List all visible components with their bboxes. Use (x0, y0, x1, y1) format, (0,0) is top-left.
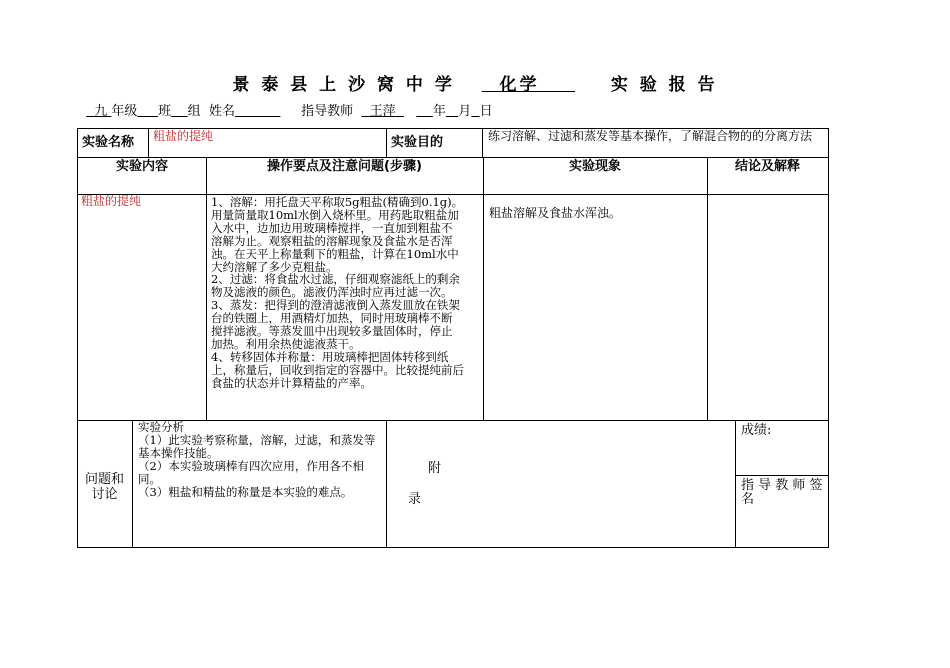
month-label: 月 (458, 104, 472, 119)
analysis-line: （2）本实验玻璃棒有四次应用，作用各不相 (138, 458, 364, 473)
column-header-steps: 操作要点及注意问题(步骤) (267, 159, 422, 174)
class-blank (137, 104, 158, 119)
signature-label-line: 名 (741, 492, 755, 507)
subject-value: 化学 (499, 75, 540, 95)
step-line: 入水中，边加边用玻璃棒搅拌，一直加到粗盐不 (211, 220, 453, 235)
score-label: 成绩: (741, 423, 772, 438)
step-line: 加热。利用余热使滤液蒸干。 (211, 336, 361, 351)
step-line: 2、过滤：将食盐水过滤，仔细观察滤纸上的剩余 (211, 272, 460, 287)
step-line: 物及滤液的颜色。滤液仍浑浊时应再过滤一次。 (211, 285, 453, 300)
analysis-line: 实验分析 (138, 420, 184, 434)
experiment-purpose-label: 实验目的 (391, 135, 444, 150)
name-label: 姓名 (208, 104, 235, 119)
step-line: 浊。在天平上称量剩下的粗盐，计算在10ml水中 (211, 246, 459, 261)
step-line: 大约溶解了多少克粗盐。 (211, 259, 338, 274)
discussion-label-line: 讨论 (91, 487, 118, 502)
column-header-content: 实验内容 (115, 159, 168, 174)
column-header-conclusion: 结论及解释 (734, 159, 800, 174)
class-label: 班 (158, 104, 172, 119)
step-line: 3、蒸发：把得到的澄清滤液倒入蒸发皿放在铁架 (211, 298, 460, 313)
step-line: 台的铁圈上，用酒精灯加热，同时用玻璃棒不断 (211, 311, 453, 326)
step-line: 4、转移固体并称量：用玻璃棒把固体转移到纸 (211, 349, 449, 364)
steps-list (211, 196, 483, 390)
group-blank (171, 104, 188, 119)
teacher-value: 王萍 (369, 104, 396, 119)
report-title (0, 70, 950, 95)
info-line (86, 100, 493, 119)
report-title-text: 实 验 报 告 (610, 75, 718, 95)
content-value: 粗盐的提纯 (81, 194, 142, 208)
discussion-label (77, 472, 132, 502)
step-line: 搅拌滤液。等蒸发皿中出现较多量固体时，停止 (211, 324, 453, 339)
analysis-line: 同。 (138, 471, 161, 486)
signature-label (741, 479, 829, 507)
experiment-name-value: 粗盐的提纯 (153, 129, 214, 143)
grade-label: 年级 (111, 104, 138, 119)
signature-label-line: 指 导 教 师 签 (741, 478, 823, 493)
analysis-line: （1）此实验考察称量，溶解，过滤，和蒸发等 (138, 432, 376, 447)
analysis-line: 基本操作技能。 (138, 445, 219, 460)
analysis-line: （3）粗盐和精盐的称量是本实验的难点。 (138, 484, 353, 499)
appendix-label-1: 附 (428, 461, 442, 476)
step-line: 用量筒量取10ml水倒入烧杯里。用药匙取粗盐加 (211, 207, 459, 222)
step-line: 1、溶解：用托盘天平称取5g粗盐(精确到0.1g)。 (211, 195, 464, 209)
day-label: 日 (479, 104, 493, 119)
month-blank (446, 104, 458, 119)
column-header-phenomenon: 实验现象 (568, 159, 621, 174)
discussion-label-line: 问题和 (84, 472, 124, 487)
teacher-label: 指导教师 (301, 104, 354, 119)
step-line: 食盐的状态并计算精盐的产率。 (211, 375, 372, 390)
experiment-purpose-value: 练习溶解、过滤和蒸发等基本操作，了解混合物的的分离方法 (488, 129, 813, 143)
year-label: 年 (432, 104, 446, 119)
year-blank (416, 104, 433, 119)
grade-value: 九 (94, 104, 108, 119)
group-label: 组 (187, 104, 201, 119)
step-line: 上，称量后，回收到指定的容器中。比较提纯前后 (211, 362, 464, 377)
name-blank (235, 104, 280, 119)
phenomenon-value: 粗盐溶解及食盐水浑浊。 (489, 206, 622, 220)
analysis-text (138, 421, 386, 498)
day-blank (471, 104, 479, 119)
school-title: 景 泰 县 上 沙 窝 中 学 (232, 75, 455, 95)
appendix-label-2: 录 (408, 492, 422, 507)
step-line: 溶解为止。观察粗盐的溶解现象及食盐水是否浑 (211, 233, 453, 248)
experiment-name-label: 实验名称 (82, 135, 135, 150)
